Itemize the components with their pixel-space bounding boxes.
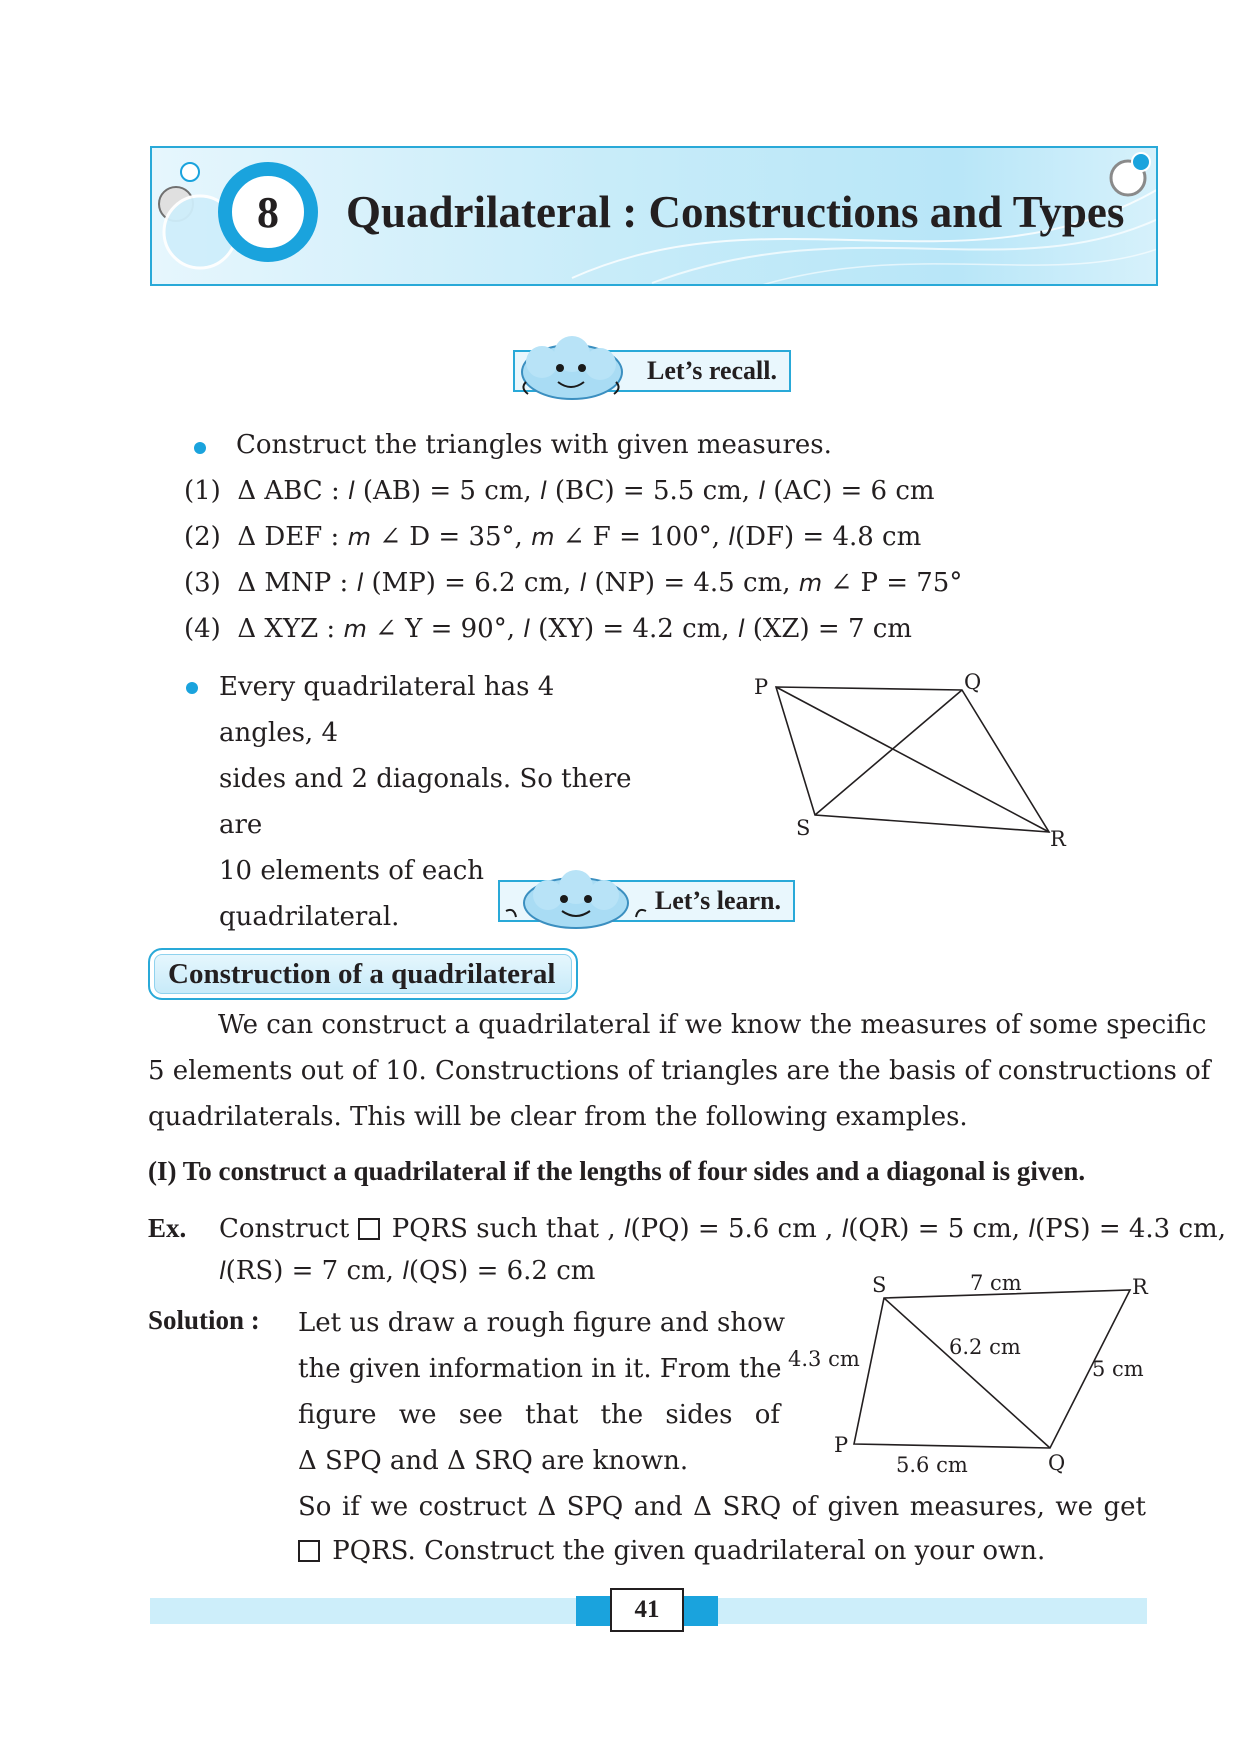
intro-line-3: quadrilaterals. This will be clear from the following examples. [148,1102,968,1132]
intro-line-1: We can construct a quadrilateral if we know the measures of some specific [218,1010,1207,1040]
vertex-label-r: R [1050,827,1066,851]
side-label-qr: 5 cm [1092,1357,1144,1381]
quadrilateral-elements-text: Every quadrilateral has 4 angles, 4 sides and 2 diagonals. So there are 10 elements of each quadrilateral. [219,672,632,932]
intro-line-2: 5 elements out of 10. Constructions of triangles are the basis of constructions of [148,1056,1211,1086]
diagonal-label-sq: 6.2 cm [949,1335,1021,1359]
case-heading: (I) To construct a quadrilateral if the lengths of four sides and a diagonal is given. [148,1156,1086,1186]
vertex-label-p: P [834,1433,849,1457]
side-label-ps: 4.3 cm [788,1347,860,1371]
square-symbol-icon [358,1218,380,1240]
vertex-label-s: S [872,1273,887,1297]
lets-recall-label: Let’s recall. [647,356,777,385]
cloud-mascot-icon [504,869,648,935]
recall-item-4: (4) Δ XYZ : m ∠ Y = 90°, l (XY) = 4.2 cm, l (XZ) = 7 cm [184,614,912,644]
vertex-label-r: R [1132,1275,1148,1299]
example-label: Ex. [148,1213,187,1243]
vertex-label-q: Q [1048,1451,1066,1475]
section-title-construction: Construction of a quadrilateral [148,948,578,1000]
solution-text: Let us draw a rough figure and show the given information in it. From the figure we see that the sides of Δ SPQ and Δ SRQ are known. [298,1308,786,1476]
chapter-title: Quadrilateral : Constructions and Types [346,187,1125,237]
square-symbol-icon [298,1540,320,1562]
page-number: 41 [610,1588,684,1632]
bullet-dot [186,682,198,694]
recall-item-3: (3) Δ MNP : l (MP) = 6.2 cm, l (NP) = 4.5 cm, m ∠ P = 75° [184,568,963,598]
example-line-2: l(RS) = 7 cm, l(QS) = 6.2 cm [219,1256,596,1286]
quadrilateral-pqrs-figure [740,665,1080,855]
cloud-mascot-icon [512,334,628,408]
recall-item-1: (1) Δ ABC : l (AB) = 5 cm, l (BC) = 5.5 cm, l (AC) = 6 cm [184,476,935,506]
lets-learn-label: Let’s learn. [654,886,781,915]
example-line-1: Construct PQRS such that , l(PQ) = 5.6 cm , l(QR) = 5 cm, l(PS) = 4.3 cm, [219,1214,1226,1244]
side-label-sr: 7 cm [970,1271,1022,1295]
rough-figure-pqrs [784,1262,1156,1482]
chapter-number: 8 [218,162,318,262]
solution-line-5: So if we costruct Δ SPQ and Δ SRQ of given measures, we get [298,1492,1146,1522]
vertex-label-q: Q [964,670,982,694]
side-label-pq: 5.6 cm [896,1453,968,1477]
vertex-label-p: P [754,675,769,699]
vertex-label-s: S [796,816,811,840]
solution-line-6: PQRS. Construct the given quadrilateral on your own. [298,1536,1045,1566]
bullet-dot [194,442,206,454]
solution-label: Solution : [148,1305,260,1335]
recall-item-2: (2) Δ DEF : m ∠ D = 35°, m ∠ F = 100°, l(DF) = 4.8 cm [184,522,922,552]
recall-instruction: Construct the triangles with given measures. [236,430,832,460]
